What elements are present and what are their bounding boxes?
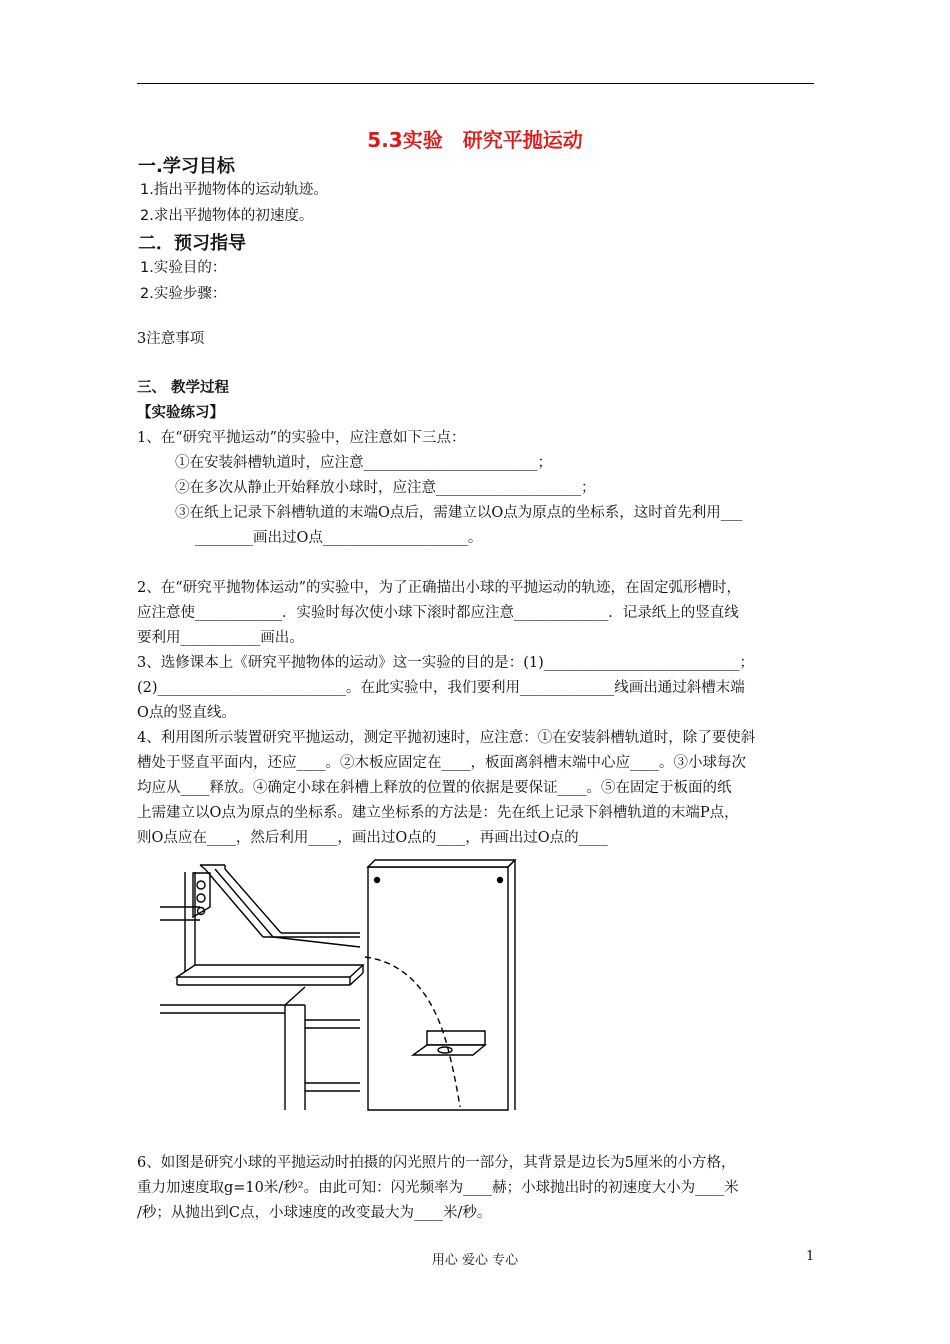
- q4-text: 均应从____释放。④确定小球在斜槽上释放的位置的依据是要保证____。⑤在固定于板面的纸: [137, 780, 732, 796]
- q3-text: (2)__________________________。在此实验中，我们要利用_____________线画出通过斜槽末端: [137, 680, 745, 696]
- q2-text: 要利用___________画出。: [137, 630, 304, 646]
- objective-item: 2.求出平抛物体的初速度。: [140, 208, 314, 224]
- q4-text: 槽处于竖直平面内，还应____。②木板应固定在____，板面离斜槽末端中心应____。③小球每次: [137, 755, 746, 771]
- q1-item-a: ①在安装斜槽轨道时，应注意________________________；: [175, 455, 552, 471]
- header-rule: [137, 83, 814, 84]
- vertical-board: [368, 860, 515, 1110]
- page-title: 5.3实验 研究平抛运动: [367, 128, 583, 152]
- q4-text: 上需建立以O点为原点的坐标系。建立坐标系的方法是：先在纸上记录下斜槽轨道的末端P点，: [137, 805, 739, 821]
- page-footer: 用心 爱心 专心: [431, 1253, 519, 1268]
- q3-text: 3、选修课本上《研究平抛物体的运动》这一实验的目的是：(1)___________________________；: [137, 655, 755, 671]
- q2-text: 2、在“研究平抛物体运动”的实验中，为了正确描出小球的平抛运动的轨迹，在固定弧形槽时，: [137, 580, 742, 596]
- objective-item: 1.指出平抛物体的运动轨迹。: [140, 182, 328, 198]
- q4-text: 则O点应在____，然后利用____，画出过O点的____，再画出过O点的____: [137, 830, 608, 846]
- q2-text: 应注意使____________．实验时每次使小球下滚时都应注意_____________．记录纸上的竖直线: [137, 605, 739, 621]
- section-heading-objectives: 一.学习目标: [138, 156, 235, 177]
- q4-text: 4、利用图所示装置研究平抛运动，测定平抛初速时，应注意：①在安装斜槽轨道时，除了要使斜: [137, 730, 756, 746]
- apparatus-figure: [155, 855, 535, 1115]
- q1-item-b: ②在多次从静止开始释放小球时，应注意____________________；: [175, 480, 596, 496]
- q1-text: 1、在“研究平抛运动”的实验中，应注意如下三点：: [137, 430, 466, 446]
- q1-item-c-cont: ________画出过O点____________________。: [195, 530, 483, 546]
- q6-text: /秒；从抛出到C点，小球速度的改变最大为____米/秒。: [137, 1205, 492, 1221]
- preview-note: 3注意事项: [137, 331, 205, 347]
- q6-text: 重力加速度取g=10米/秒²。由此可知：闪光频率为____赫；小球抛出时的初速度大小为____米: [137, 1180, 739, 1196]
- subsection-heading-practice: 【实验练习】: [137, 404, 224, 421]
- q6-text: 6、如图是研究小球的平抛运动时拍摄的闪光照片的一部分，其背景是边长为5厘米的小方格，: [137, 1155, 736, 1171]
- q1-item-c: ③在纸上记录下斜槽轨道的末端O点后，需建立以O点为原点的坐标系，这时首先利用___: [175, 505, 743, 521]
- page-number: 1: [806, 1249, 815, 1264]
- inclined-chute: [193, 865, 360, 947]
- q3-text: O点的竖直线。: [137, 705, 236, 721]
- preview-item: 1.实验目的：: [140, 260, 227, 276]
- section-heading-preview: 二．预习指导: [138, 233, 246, 254]
- section-heading-process: 三、 教学过程: [137, 379, 230, 396]
- preview-item: 2.实验步骤：: [140, 286, 227, 302]
- table-frame: [160, 872, 363, 1110]
